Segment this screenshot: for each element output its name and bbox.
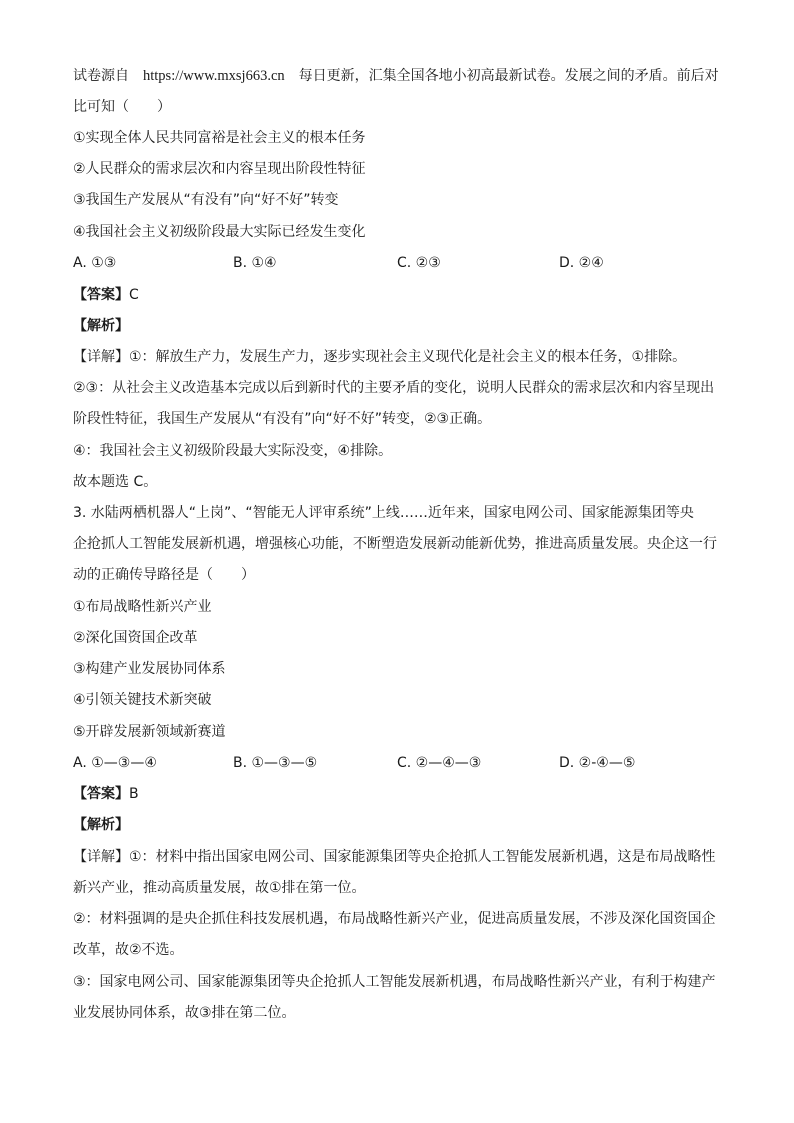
- q2-stem: 比可知（ ）: [73, 99, 171, 115]
- q2-answer-label: 【答案】: [73, 287, 129, 303]
- q3-detail-5: ③：国家电网公司、国家能源集团等央企抢抓人工智能发展新机遇，布局战略性新兴产业，有利于构建产: [73, 974, 716, 990]
- q3-option-b: B. ①—③—⑤: [233, 755, 318, 771]
- q2-option-b: B. ①④: [233, 255, 277, 271]
- q2-item-3: ③我国生产发展从“有没有”向“好不好”转变: [73, 192, 339, 208]
- q3-stem-2: 企抢抓人工智能发展新机遇，增强核心功能，不断塑造发展新动能新优势，推进高质量发展。央企这一行: [73, 536, 717, 552]
- q3-stem-1: 3. 水陆两栖机器人“上岗”、“智能无人评审系统”上线……近年来，国家电网公司、国家能源集团等央: [73, 505, 694, 521]
- q3-option-d: D. ②-④—⑤: [559, 755, 636, 771]
- q3-answer-value: B: [129, 786, 139, 802]
- q3-option-c: C. ②—④—③: [397, 755, 482, 771]
- q2-detail-1: 【详解】①：解放生产力，发展生产力，逐步实现社会主义现代化是社会主义的根本任务，①排除。: [73, 349, 687, 365]
- q2-detail-2: ②③：从社会主义改造基本完成以后到新时代的主要矛盾的变化，说明人民群众的需求层次和内容呈现出: [73, 380, 715, 396]
- header-slogan: 每日更新，汇集全国各地小初高最新试卷。发展之间的矛盾。前后对: [298, 68, 719, 84]
- q3-item-1: ①布局战略性新兴产业: [73, 599, 212, 615]
- q3-detail-1: 【详解】①：材料中指出国家电网公司、国家能源集团等央企抢抓人工智能发展新机遇，这是布局战略性: [73, 849, 716, 865]
- header-url[interactable]: https://www.mxsj663.cn: [143, 68, 285, 84]
- q2-detail-5: 故本题选 C。: [73, 474, 158, 490]
- q3-answer-label: 【答案】: [73, 786, 129, 802]
- q2-detail-3: 阶段性特征，我国生产发展从“有没有”向“好不好”转变，②③正确。: [73, 411, 492, 427]
- q2-option-d: D. ②④: [559, 255, 604, 271]
- q3-item-2: ②深化国资国企改革: [73, 630, 198, 646]
- q2-answer: [73, 285, 734, 305]
- q3-detail-2: 新兴产业，推动高质量发展，故①排在第一位。: [73, 880, 366, 896]
- q3-item-3: ③构建产业发展协同体系: [73, 661, 226, 677]
- q2-item-1: ①实现全体人民共同富裕是社会主义的根本任务: [73, 130, 366, 146]
- q2-analysis-label: 【解析】: [73, 318, 129, 334]
- q3-detail-3: ②：材料强调的是央企抓住科技发展机遇，布局战略性新兴产业，促进高质量发展，不涉及深化国资国企: [73, 911, 716, 927]
- page-header: [73, 66, 734, 86]
- q2-option-c: C. ②③: [397, 255, 441, 271]
- q2-item-2: ②人民群众的需求层次和内容呈现出阶段性特征: [73, 161, 366, 177]
- header-brand: 试卷源自: [73, 68, 129, 84]
- q3-answer: [73, 784, 734, 804]
- q3-item-4: ④引领关键技术新突破: [73, 692, 212, 708]
- q3-detail-4: 改革，故②不选。: [73, 942, 184, 958]
- q3-stem-3: 动的正确传导路径是（ ）: [73, 567, 255, 583]
- q2-answer-value: C: [129, 287, 139, 303]
- q3-analysis-label: 【解析】: [73, 817, 129, 833]
- q3-option-a: A. ①—③—④: [73, 755, 157, 771]
- q2-option-a: A. ①③: [73, 255, 117, 271]
- q3-item-5: ⑤开辟发展新领域新赛道: [73, 724, 226, 740]
- q3-detail-6: 业发展协同体系，故③排在第二位。: [73, 1005, 296, 1021]
- q2-detail-4: ④：我国社会主义初级阶段最大实际没变，④排除。: [73, 443, 393, 459]
- q2-item-4: ④我国社会主义初级阶段最大实际已经发生变化: [73, 224, 366, 240]
